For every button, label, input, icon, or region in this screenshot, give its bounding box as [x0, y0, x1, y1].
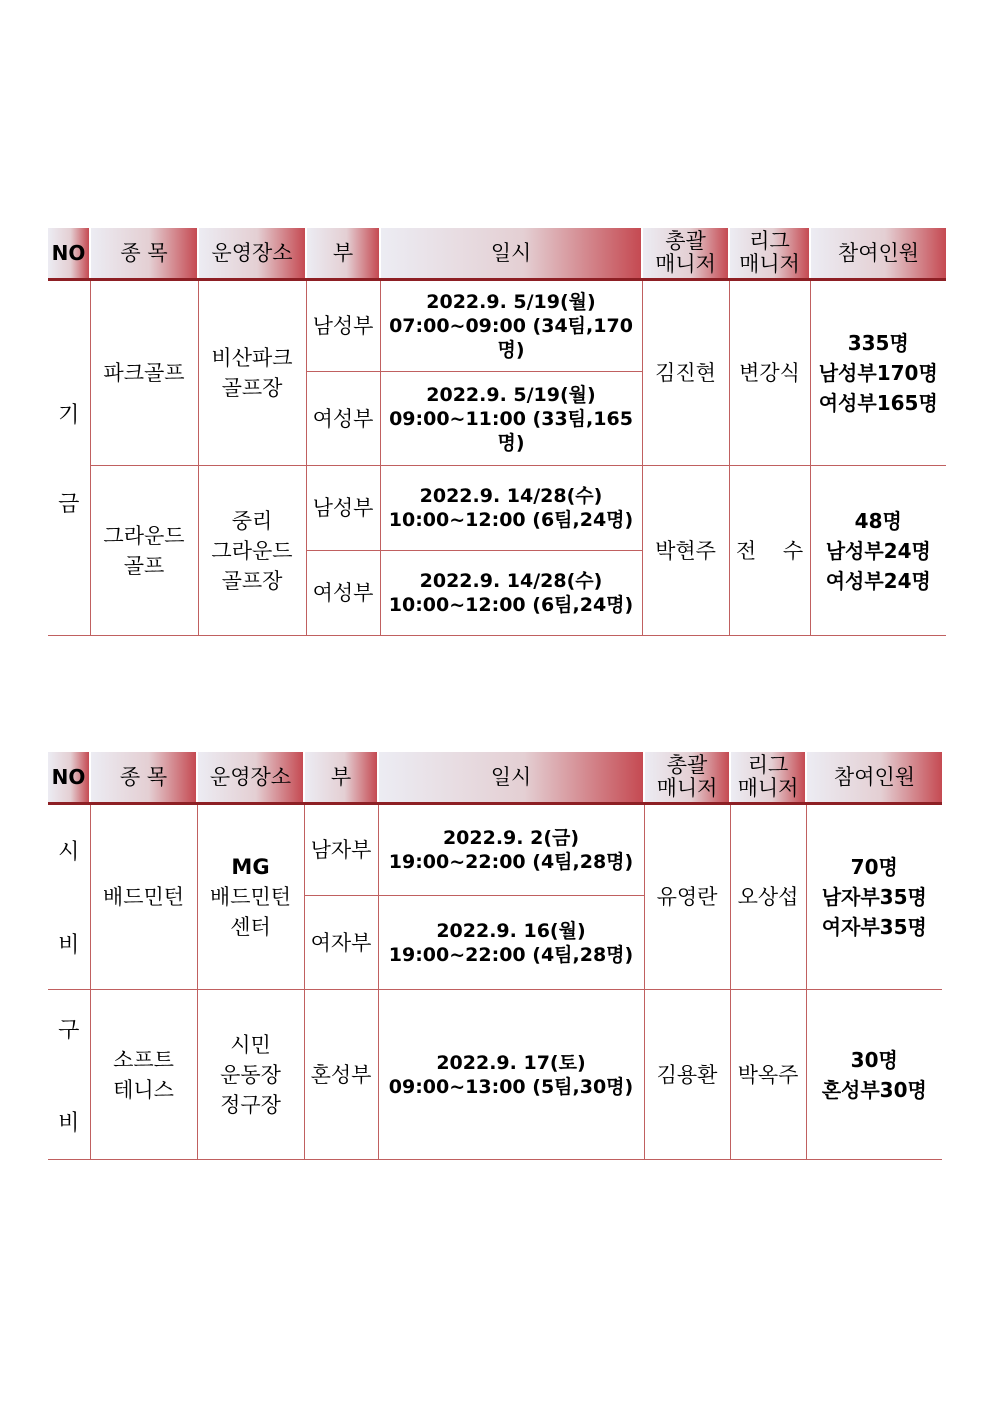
league-manager-cell: 변강식	[729, 280, 810, 466]
general-manager-cell: 김진현	[642, 280, 729, 466]
league-manager-cell: 오상섭	[730, 804, 806, 990]
no-char: 시	[58, 840, 80, 865]
table-row	[48, 804, 942, 896]
division-cell: 남성부	[306, 466, 380, 551]
general-manager-cell: 김용환	[644, 990, 730, 1160]
header-event: 종 목	[90, 752, 197, 804]
participants-line: 48명	[854, 508, 902, 533]
date-text: 2022.9. 17(토)	[436, 1051, 586, 1074]
date-text: 2022.9. 5/19(월)	[426, 383, 596, 406]
venue-cell	[197, 990, 304, 1160]
venue-line: 골프장	[221, 376, 283, 400]
venue-cell	[198, 466, 306, 636]
venue-line: 정구장	[220, 1092, 281, 1117]
event-name: 골프	[123, 553, 165, 578]
event-name-cell	[90, 466, 198, 636]
header-participants: 참여인원	[806, 752, 942, 804]
time-text: 10:00~12:00 (6팀,24명)	[388, 509, 634, 531]
event-name: 소프트	[113, 1047, 174, 1072]
header-datetime: 일시	[380, 228, 642, 280]
venue-line: 운동장	[220, 1062, 281, 1087]
header-gm-line1: 총괄	[665, 229, 706, 253]
date-text: 2022.9. 5/19(월)	[426, 291, 596, 313]
division-cell: 여성부	[306, 551, 380, 636]
date-text: 2022.9. 16(월)	[436, 919, 586, 942]
no-cell	[48, 990, 90, 1160]
header-general-manager	[642, 228, 729, 280]
header-league-manager	[729, 228, 810, 280]
header-event: 종 목	[90, 228, 198, 280]
participants-line: 남자부35명	[821, 885, 927, 909]
time-text: 07:00~09:00 (34팀,170명)	[389, 315, 633, 361]
datetime-cell	[380, 280, 642, 372]
venue-line: 센터	[230, 915, 271, 939]
header-venue: 운영장소	[198, 228, 306, 280]
event-name-cell	[90, 280, 198, 466]
date-text: 2022.9. 2(금)	[442, 827, 580, 849]
header-league-manager	[730, 752, 806, 804]
venue-line: MG	[231, 855, 270, 879]
no-char: 기	[58, 403, 80, 428]
date-text: 2022.9. 14/28(수)	[419, 570, 603, 592]
header-gm-line2: 매니저	[656, 776, 718, 800]
header-gm-line2: 매니저	[655, 252, 716, 276]
time-text: 09:00~13:00 (5팀,30명)	[388, 1075, 634, 1098]
datetime-cell	[378, 896, 644, 990]
schedule-table-2	[48, 752, 942, 1160]
venue-line: 중리	[231, 508, 273, 533]
division-cell: 여자부	[304, 896, 378, 990]
header-division: 부	[304, 752, 378, 804]
no-char: 비	[58, 1110, 80, 1136]
datetime-cell	[380, 466, 642, 551]
no-cell	[48, 280, 90, 636]
league-manager-cell: 전 수	[729, 466, 810, 636]
participants-line: 남성부170명	[818, 361, 938, 385]
header-participants: 참여인원	[810, 228, 946, 280]
participants-cell	[810, 466, 946, 636]
date-text: 2022.9. 14/28(수)	[419, 485, 603, 507]
header-lm-line1: 리그	[749, 229, 790, 253]
participants-cell	[806, 804, 942, 990]
header-lm-line2: 매니저	[737, 776, 799, 800]
participants-line: 여성부165명	[818, 391, 938, 415]
participants-line: 335명	[847, 331, 909, 355]
table-row	[48, 466, 946, 551]
datetime-cell	[378, 804, 644, 896]
header-lm-line1: 리그	[747, 753, 789, 777]
event-name: 그라운드	[103, 523, 185, 548]
time-text: 19:00~22:00 (4팀,28명)	[388, 943, 634, 966]
table-row	[48, 280, 946, 372]
division-cell: 혼성부	[304, 990, 378, 1160]
venue-line: 시민	[230, 1032, 271, 1057]
participants-line: 남성부24명	[825, 538, 931, 563]
venue-line: 비산파크	[211, 346, 293, 370]
league-manager-cell: 박옥주	[730, 990, 806, 1160]
participants-cell	[806, 990, 942, 1160]
time-text: 10:00~12:00 (6팀,24명)	[388, 594, 634, 616]
header-lm-line2: 매니저	[739, 252, 800, 276]
no-cell	[48, 804, 90, 990]
division-cell: 남성부	[306, 280, 380, 372]
participants-line: 여자부35명	[821, 915, 927, 939]
datetime-cell	[380, 372, 642, 466]
table-row	[48, 990, 942, 1160]
general-manager-cell: 박현주	[642, 466, 729, 636]
division-cell: 여성부	[306, 372, 380, 466]
schedule-table-1	[48, 228, 946, 636]
division-cell: 남자부	[304, 804, 378, 896]
venue-cell	[198, 280, 306, 466]
header-row	[48, 228, 946, 280]
venue-cell	[197, 804, 304, 990]
venue-line: 배드민턴	[209, 885, 292, 909]
venue-line: 골프장	[221, 568, 283, 593]
venue-line: 그라운드	[211, 538, 293, 563]
participants-line: 혼성부30명	[821, 1077, 927, 1102]
event-name-cell	[90, 804, 197, 990]
participants-line: 70명	[850, 855, 898, 879]
time-text: 09:00~11:00 (33팀,165명)	[389, 407, 633, 454]
header-gm-line1: 총괄	[666, 753, 708, 777]
time-text: 19:00~22:00 (4팀,28명)	[388, 851, 634, 873]
header-no: NO	[48, 752, 90, 804]
event-name: 배드민턴	[102, 885, 185, 909]
header-division: 부	[306, 228, 380, 280]
no-char: 비	[58, 933, 80, 958]
header-no: NO	[48, 228, 90, 280]
no-char: 구	[58, 1017, 80, 1043]
datetime-cell	[378, 990, 644, 1160]
no-char: 금	[58, 492, 80, 517]
datetime-cell	[380, 551, 642, 636]
event-name: 테니스	[113, 1077, 174, 1102]
participants-cell	[810, 280, 946, 466]
participants-line: 여성부24명	[825, 568, 931, 593]
event-name: 파크골프	[103, 361, 185, 385]
header-datetime: 일시	[378, 752, 644, 804]
header-row	[48, 752, 942, 804]
general-manager-cell: 유영란	[644, 804, 730, 990]
participants-line: 30명	[850, 1047, 898, 1072]
header-venue: 운영장소	[197, 752, 304, 804]
header-general-manager	[644, 752, 730, 804]
event-name-cell	[90, 990, 197, 1160]
